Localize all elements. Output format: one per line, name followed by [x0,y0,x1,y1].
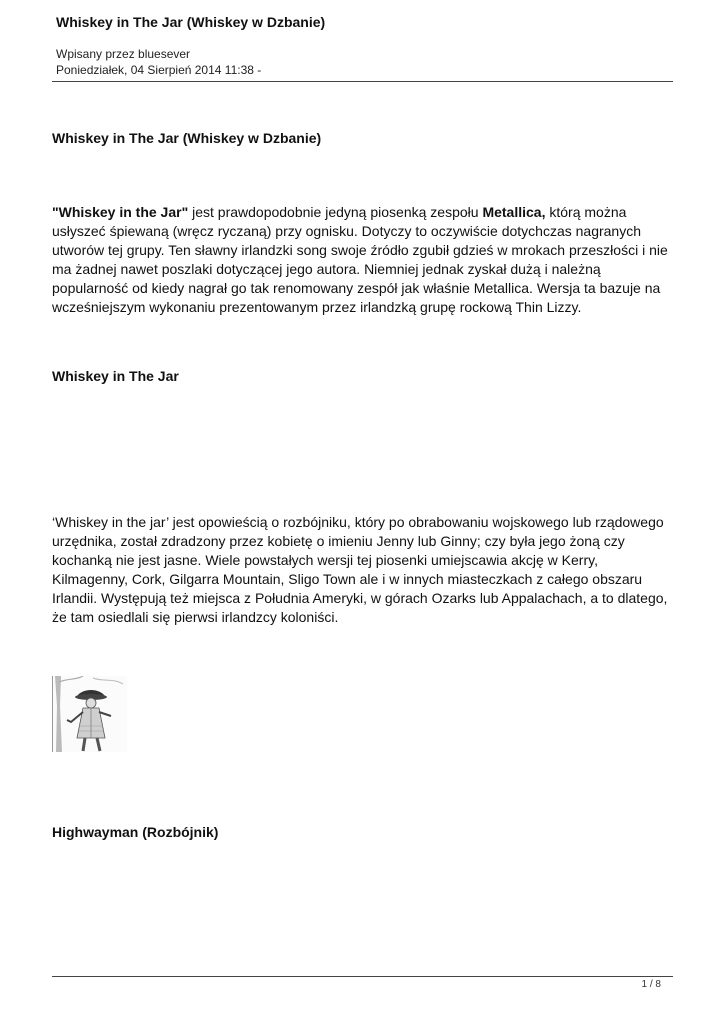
article-heading: Whiskey in The Jar (Whiskey w Dzbanie) [52,130,322,146]
page-number: 1 / 8 [641,979,661,990]
story-paragraph: ‘Whiskey in the jar’ jest opowieścią o rozbójniku, który po obrabowaniu wojskowego lub rządowego urzędnika, został zdradzony przez kobietę o imieniu Jenny lub Ginny; czy była jego żoną czy kochanką nie jest jasne. Wiele powstałych wersji tej piosenki umiejscawia akcję w Kerry, Kilmagenny, Cork, Gilgarra Mountain, Sligo Town ale i w innych miasteczkach z całego obszaru Irlandii. Występują też miejsca z Południa Ameryki, w górach Ozarks lub Appalachach, a to dlatego, że tam osiedlali się pierwsi irlandzcy koloniści. [52,514,668,625]
intro-paragraph [52,203,677,317]
date-line: Poniedziałek, 04 Sierpień 2014 11:38 - [56,63,262,77]
highwayman-illustration [52,676,127,752]
intro-text-1: jest prawdopodobnie jedyną piosenką zespołu [188,204,483,220]
song-title-bold: "Whiskey in the Jar" [52,204,189,220]
section-heading-whiskey: Whiskey in The Jar [52,368,179,384]
band-name-bold: Metallica, [482,204,546,220]
intro-text-2: którą można usłyszeć śpiewaną (wręcz ryczaną) przy ognisku. Dotyczy to oczywiście dotychczas nagranych utworów tej grupy. Ten sławny irlandzki song swoje źródło zgubił gdzieś w mrokach przeszłości i nie ma żadnej nawet poszlaki dotyczącej jego autora. Niemniej jednak zyskał dużą i należną popularność od kiedy nagrał go tak renomowany zespół jak właśnie Metallica. Wersja ta bazuje na wcześniejszym wykonaniu prezentowanym przez irlandzką grupę rockową Thin Lizzy. [52,204,668,315]
author-line: Wpisany przez bluesever [56,47,191,61]
section-heading-highwayman: Highwayman (Rozbójnik) [52,824,219,840]
page-header-title: Whiskey in The Jar (Whiskey w Dzbanie) [56,14,326,30]
footer-divider [52,976,673,977]
header-divider [52,81,673,82]
article-meta [56,46,261,78]
